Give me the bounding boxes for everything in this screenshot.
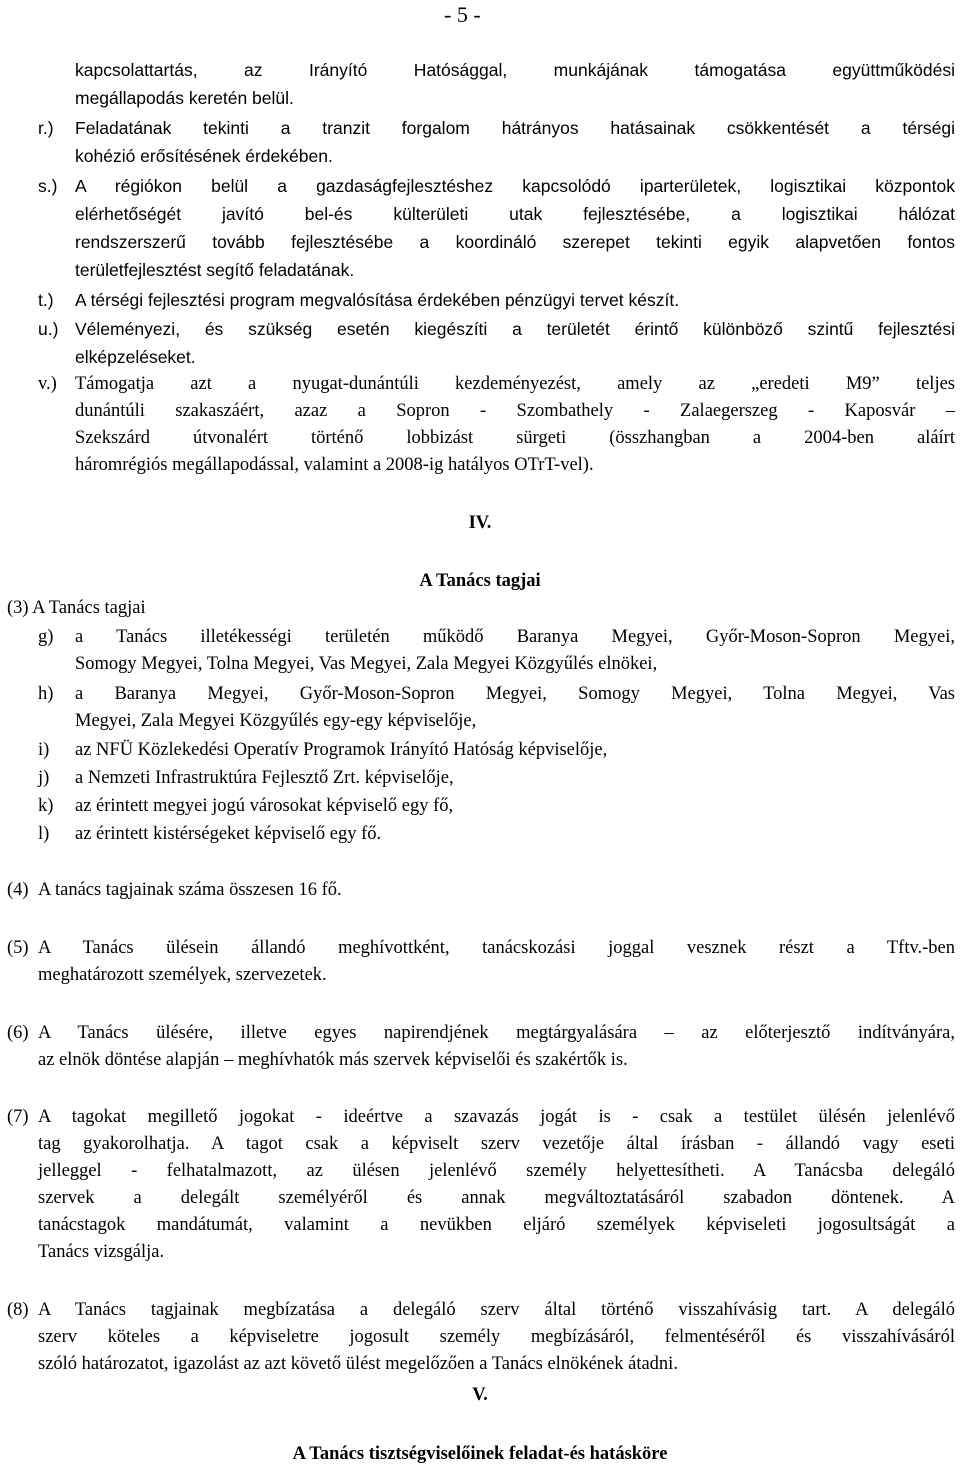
paragraph-marker: (8) [7, 1300, 29, 1320]
paragraph-marker: (5) [7, 938, 29, 958]
list-marker: i) [38, 740, 50, 760]
section-title: A Tanács tisztségviselőinek feladat-és hatásköre [292, 1444, 668, 1464]
paragraph-marker: (4) [7, 880, 29, 900]
paragraph-line: Tanács vizsgálja. [38, 1242, 165, 1262]
member-line: az érintett megyei jogú városokat képviselő egy fő, [75, 796, 454, 816]
paragraph-line: tanácstagok mandátumát, valamint a nevükben eljáró személyek képviseleti jogosultságát a [38, 1215, 955, 1235]
paragraph-line: A tanács tagjainak száma összesen 16 fő. [38, 880, 342, 900]
list-marker: s.) [38, 176, 58, 196]
paragraph-line: az elnök döntése alapján – meghívhatók más szervek képviselői és szakértők is. [38, 1050, 628, 1070]
list-item-line: Támogatja azt a nyugat-dunántúli kezdeményezést, amely az „eredeti M9” teljes [75, 374, 955, 394]
paragraph-marker: (7) [7, 1107, 29, 1127]
list-marker: k) [38, 796, 54, 816]
paragraph-line: szóló határozatot, igazolást az azt követő ülést megelőzően a Tanács elnökének átadni. [38, 1354, 678, 1374]
member-line: az NFÜ Közlekedési Operatív Programok Irányító Hatóság képviselője, [75, 740, 608, 760]
list-item-line: dunántúli szakaszáért, azaz a Sopron - Szombathely - Zalaegerszeg - Kaposvár – [75, 401, 955, 421]
paragraph-line: szerv köteles a képviseletre jogosult személy megbízásáról, felmentéséről és visszahívásáról [38, 1327, 955, 1347]
paragraph-line: A Tanács ülésein állandó meghívottként, tanácskozási joggal vesznek részt a Tftv.-ben [38, 938, 955, 958]
list-item-line: kapcsolattartás, az Irányító Hatósággal, munkájának támogatása együttműködési [75, 60, 955, 80]
paragraph-line: A tagokat megillető jogokat - ideértve a szavazás jogát is - csak a testület ülésén jelenlévő [38, 1107, 955, 1127]
list-marker: j) [38, 768, 50, 788]
list-marker: r.) [38, 118, 54, 138]
member-line: az érintett kistérségeket képviselő egy fő. [75, 824, 382, 844]
list-item-line: megállapodás keretén belül. [75, 88, 294, 108]
list-item-line: rendszerszerű tovább fejlesztésébe a koordináló szerepet tekinti egyik alapvetően fontos [75, 232, 955, 252]
list-item-line: kohézió erősítésének érdekében. [75, 146, 333, 166]
paragraph-line: A Tanács tagjainak megbízatása a delegáló szerv által történő visszahívásig tart. A delegáló [38, 1300, 955, 1320]
paragraph-line: jelleggel - felhatalmazott, az ülésen jelenlévő személy helyettesítheti. A Tanácsba delegáló [38, 1161, 955, 1181]
paragraph-marker: (6) [7, 1023, 29, 1043]
list-item-line: elérhetőségét javító bel-és külterületi utak fejlesztésébe, a logisztikai hálózat [75, 204, 955, 224]
list-item-line: A régiókon belül a gazdaságfejlesztéshez kapcsolódó iparterületek, logisztikai központok [75, 176, 955, 196]
list-marker: t.) [38, 290, 54, 310]
paragraph-line: szervek a delegált személyéről és annak megváltoztatásáról szabadon döntenek. A [38, 1188, 955, 1208]
list-item-line: Véleményezi, és szükség esetén kiegészíti a területét érintő különböző szintű fejlesztési [75, 319, 955, 339]
member-line: a Tanács illetékességi területén működő Baranya Megyei, Győr-Moson-Sopron Megyei, [75, 627, 955, 647]
member-line: a Baranya Megyei, Győr-Moson-Sopron Megyei, Somogy Megyei, Tolna Megyei, Vas [75, 684, 955, 704]
list-marker: g) [38, 627, 54, 647]
member-line: a Nemzeti Infrastruktúra Fejlesztő Zrt. képviselője, [75, 768, 454, 788]
member-line: Megyei, Zala Megyei Közgyűlés egy-egy képviselője, [75, 711, 477, 731]
section-number: V. [472, 1385, 488, 1405]
list-marker: h) [38, 684, 54, 704]
paragraph-line: A Tanács ülésére, illetve egyes napirendjének megtárgyalására – az előterjesztő indítványára, [38, 1023, 955, 1043]
list-item-line: háromrégiós megállapodással, valamint a 2008-ig hatályos OTrT-vel). [75, 455, 594, 475]
list-marker: v.) [38, 374, 57, 394]
list-item-line: Feladatának tekinti a tranzit forgalom hátrányos hatásainak csökkentését a térségi [75, 118, 955, 138]
page-number: - 5 - [444, 2, 481, 27]
list-marker: l) [38, 824, 50, 844]
list-item-line: Szekszárd útvonalért történő lobbizást sürgeti (összhangban a 2004-ben aláírt [75, 428, 955, 448]
paragraph-line: meghatározott személyek, szervezetek. [38, 965, 327, 985]
list-item-line: területfejlesztést segítő feladatának. [75, 260, 355, 280]
member-line: Somogy Megyei, Tolna Megyei, Vas Megyei, Zala Megyei Közgyűlés elnökei, [75, 654, 658, 674]
list-item-line: A térségi fejlesztési program megvalósítása érdekében pénzügyi tervet készít. [75, 290, 680, 310]
paragraph-label: (3) A Tanács tagjai [7, 598, 146, 618]
paragraph-line: tag gyakorolhatja. A tagot csak a képviselt szerv vezetője által írásban - állandó vagy eseti [38, 1134, 955, 1154]
section-number: IV. [468, 513, 492, 533]
section-title: A Tanács tagjai [419, 571, 541, 591]
list-marker: u.) [38, 319, 59, 339]
list-item-line: elképzeléseket. [75, 347, 196, 367]
